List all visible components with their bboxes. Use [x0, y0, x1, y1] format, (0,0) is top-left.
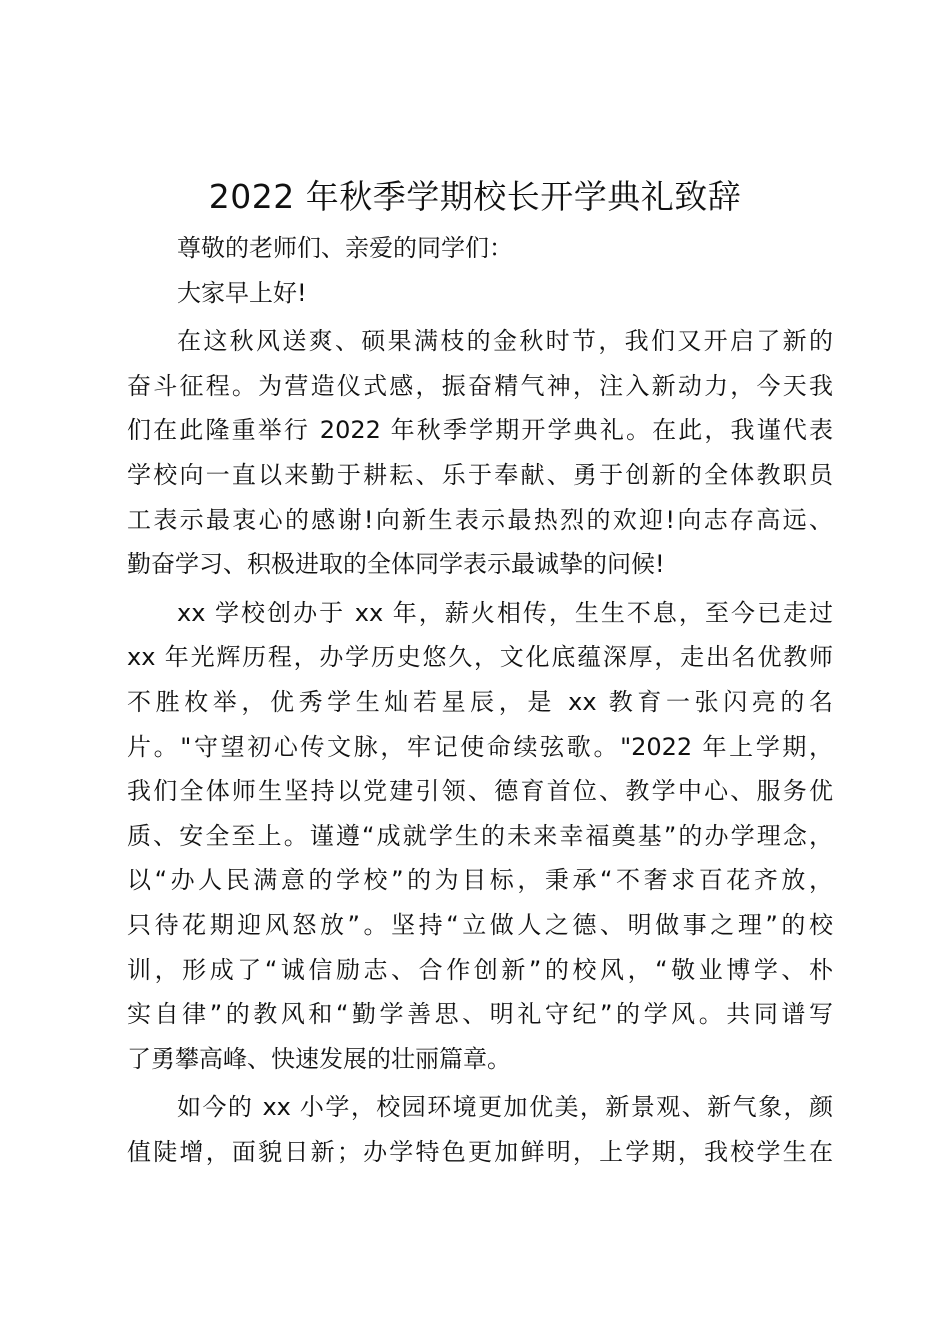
- paragraph-2-line-11: 了勇攀高峰、快速发展的壮丽篇章。: [127, 1044, 511, 1073]
- paragraph-2-line-5: 我们全体师生坚持以党建引领、德育首位、教学中心、服务优: [127, 777, 833, 806]
- greeting-line: 大家早上好!: [177, 278, 307, 307]
- paragraph-2-line-8: 只待花期迎风怒放”。坚持“立做人之德、明做事之理”的校: [127, 910, 833, 939]
- paragraph-1-line-3: 们在此隆重举行 2022 年秋季学期开学典礼。在此，我谨代表: [127, 416, 833, 445]
- paragraph-2-line-2: xx 年光辉历程，办学历史悠久，文化底蕴深厚，走出名优教师: [127, 643, 833, 672]
- paragraph-2-line-7: 以“办人民满意的学校”的为目标，秉承“不奢求百花齐放，: [127, 866, 833, 895]
- paragraph-2-line-3: 不胜枚举，优秀学生灿若星辰，是 xx 教育一张闪亮的名: [127, 687, 833, 716]
- paragraph-2-line-9: 训，形成了“诚信励志、合作创新”的校风，“敬业博学、朴: [127, 955, 833, 984]
- paragraph-3-line-2: 值陡增，面貌日新；办学特色更加鲜明，上学期，我校学生在: [127, 1137, 833, 1166]
- document-body: [127, 226, 833, 1174]
- paragraph-1-line-2: 奋斗征程。为营造仪式感，振奋精气神，注入新动力，今天我: [127, 371, 833, 400]
- document-title: 2022 年秋季学期校长开学典礼致辞: [208, 177, 742, 216]
- paragraph-2-line-6: 质、安全至上。谨遵“成就学生的未来幸福奠基”的办学理念，: [127, 821, 833, 850]
- paragraph-1-line-6: 勤奋学习、积极进取的全体同学表示最诚挚的问候!: [127, 550, 665, 579]
- paragraph-2-line-10: 实自律”的教风和“勤学善思、明礼守纪”的学风。共同谱写: [127, 1000, 833, 1029]
- salutation-line: 尊敬的老师们、亲爱的同学们：: [177, 234, 513, 262]
- paragraph-1-line-4: 学校向一直以来勤于耕耘、乐于奉献、勇于创新的全体教职员: [127, 460, 833, 489]
- paragraph-2-line-1: xx 学校创办于 xx 年，薪火相传，生生不息，至今已走过: [177, 598, 833, 627]
- paragraph-3-line-1: 如今的 xx 小学，校园环境更加优美，新景观、新气象，颜: [177, 1093, 833, 1122]
- paragraph-2-line-4: 片。"守望初心传文脉，牢记使命续弦歌。"2022 年上学期，: [127, 732, 833, 761]
- paragraph-1-line-1: 在这秋风送爽、硕果满枝的金秋时节，我们又开启了新的: [177, 327, 833, 356]
- paragraph-1-line-5: 工表示最衷心的感谢!向新生表示最热烈的欢迎!向志存高远、: [127, 505, 833, 534]
